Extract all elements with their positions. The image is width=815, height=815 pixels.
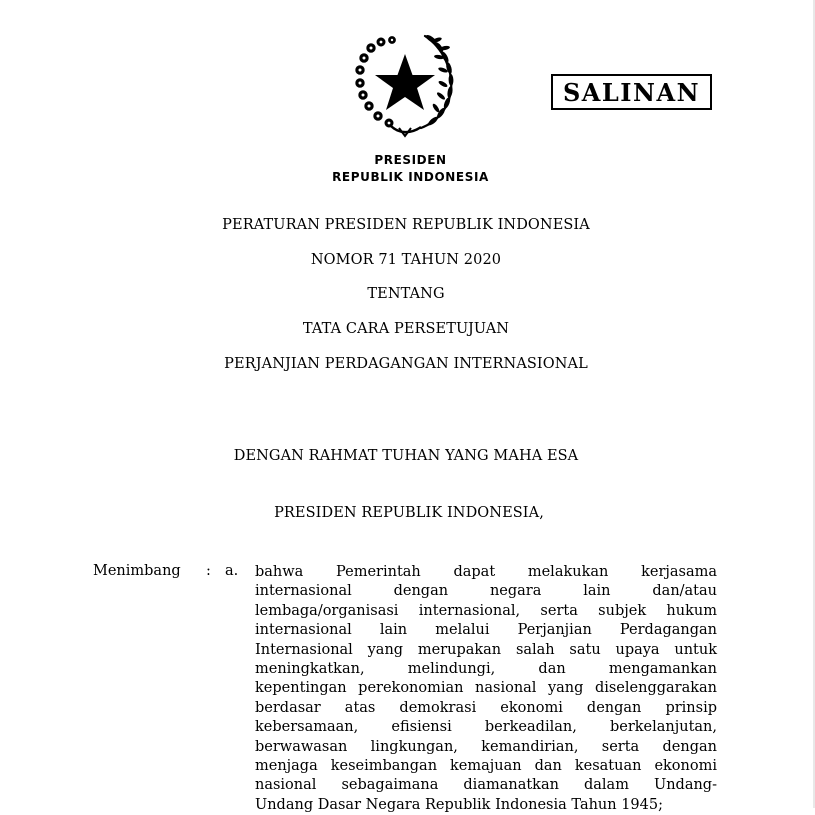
considerations-label: Menimbang (93, 563, 181, 579)
salinan-stamp-box (551, 74, 712, 110)
body-line: berdasar atas demokrasi ekonomi dengan prinsip (255, 699, 717, 716)
body-line: berwawasan lingkungan, kemandirian, serta dengan (255, 738, 717, 755)
regulation-subject-line2: PERJANJIAN PERDAGANGAN INTERNASIONAL (224, 356, 588, 372)
preamble-invocation: DENGAN RAHMAT TUHAN YANG MAHA ESA (233, 448, 579, 464)
garuda-star-wreath-emblem-icon (351, 28, 459, 138)
body-line: kebersamaan, efisiensi berkeadilan, berkelanjutan, (255, 719, 717, 736)
office-title-republic: REPUBLIK INDONESIA (332, 170, 489, 184)
preamble-issuer: PRESIDEN REPUBLIK INDONESIA, (274, 505, 544, 521)
body-line: Internasional yang merupakan salah satu upaya untuk (255, 641, 717, 658)
regulation-about: TENTANG (367, 286, 445, 302)
body-line: internasional lain melalui Perjanjian Perdagangan (255, 622, 717, 639)
body-line: internasional dengan negara lain dan/atau (255, 583, 717, 600)
body-line: menjaga keseimbangan kemajuan dan kesatuan ekonomi (255, 757, 717, 774)
considerations-colon: : (206, 563, 211, 579)
considerations-item-letter: a. (225, 563, 239, 579)
body-line: kepentingan perekonomian nasional yang diselenggarakan (255, 680, 717, 697)
regulation-number: NOMOR 71 TAHUN 2020 (310, 252, 502, 268)
body-line: bahwa Pemerintah dapat melakukan kerjasama (255, 564, 717, 580)
body-line: meningkatkan, melindungi, dan mengamankan (255, 660, 717, 677)
considerations-item-text (255, 563, 717, 815)
salinan-stamp-label: SALINAN (562, 77, 701, 107)
regulation-title: PERATURAN PRESIDEN REPUBLIK INDONESIA (222, 217, 590, 233)
body-line: nasional sebagaimana diamanatkan dalam Undang- (255, 777, 717, 794)
office-title-president: PRESIDEN (374, 153, 447, 167)
body-line: Undang Dasar Negara Republik Indonesia Tahun 1945; (255, 796, 663, 813)
regulation-subject-line1: TATA CARA PERSETUJUAN (302, 321, 510, 337)
body-line: lembaga/organisasi internasional, serta subjek hukum (255, 602, 717, 619)
